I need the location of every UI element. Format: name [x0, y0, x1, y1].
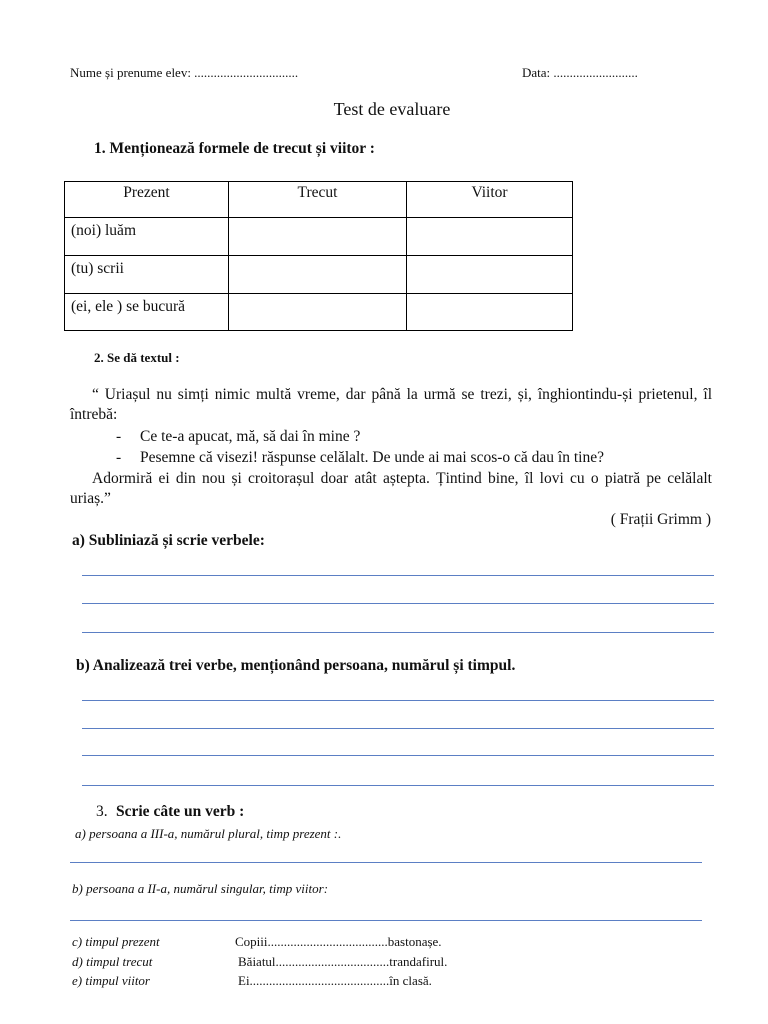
verb-forms-table [64, 181, 573, 331]
cell-trecut-input[interactable] [229, 218, 407, 256]
cell-viitor-input[interactable] [407, 294, 573, 331]
table-row [65, 218, 573, 256]
q3-item-c-sentence: Copiii.....................................bastonașe. [235, 934, 442, 949]
q3-item-e-label: e) timpul viitor [72, 973, 150, 988]
cell-prezent: (ei, ele ) se bucură [65, 294, 229, 331]
text-paragraph-1: “ Uriașul nu simți nimic multă vreme, dar până la urmă se trezi, și, înghiontindu-și prietenul, îl întrebă: [70, 386, 712, 423]
q3-item-a: a) persoana a III-a, numărul plural, timp prezent :. [75, 826, 342, 841]
date-label: Data: .......................... [522, 65, 638, 80]
header-viitor: Viitor [407, 182, 573, 218]
table-row [65, 294, 573, 331]
q3-item-b: b) persoana a II-a, numărul singular, timp viitor: [72, 881, 329, 896]
q2-heading: 2. Se dă textul : [94, 350, 180, 365]
subtask-b-heading: b) Analizează trei verbe, menționând persoana, numărul și timpul. [76, 657, 516, 674]
cell-viitor-input[interactable] [407, 256, 573, 294]
dialog-line-2: Pesemne că visezi! răspunse celălalt. De unde ai mai scos-o că dau în tine? [140, 449, 604, 466]
text-paragraph-2: Adormiră ei din nou și croitorașul doar atât aștepta. Țintind bine, îl lovi cu o piatră pe celălalt uriaș.” [70, 470, 712, 507]
cell-trecut-input[interactable] [229, 294, 407, 331]
answer-line[interactable] [70, 920, 702, 921]
header-prezent: Prezent [65, 182, 229, 218]
text-author: ( Frații Grimm ) [610, 511, 711, 528]
answer-line[interactable] [82, 728, 714, 729]
answer-line[interactable] [82, 603, 714, 604]
answer-line[interactable] [82, 785, 714, 786]
q3-item-d-sentence: Băiatul...................................trandafirul. [238, 954, 448, 969]
cell-prezent: (tu) scrii [65, 256, 229, 294]
dialog-dash-2: - [116, 449, 122, 466]
subtask-a-heading: a) Subliniază și scrie verbele: [72, 532, 265, 549]
dialog-line-1: Ce te-a apucat, mă, să dai în mine ? [140, 428, 361, 445]
table-row [65, 256, 573, 294]
q3-heading: Scrie câte un verb : [116, 803, 245, 820]
page-title: Test de evaluare [333, 99, 451, 119]
q3-item-c-label: c) timpul prezent [72, 934, 160, 949]
table-header-row [65, 182, 573, 218]
answer-line[interactable] [82, 700, 714, 701]
q3-number: 3. [96, 803, 108, 820]
answer-line[interactable] [82, 632, 714, 633]
cell-viitor-input[interactable] [407, 218, 573, 256]
q1-heading: 1. Menționează formele de trecut și viitor : [94, 140, 375, 157]
answer-line[interactable] [70, 862, 702, 863]
q3-item-d-label: d) timpul trecut [72, 954, 153, 969]
answer-line[interactable] [82, 755, 714, 756]
q3-item-e-sentence: Ei...........................................în clasă. [238, 973, 432, 988]
cell-prezent: (noi) luăm [65, 218, 229, 256]
cell-trecut-input[interactable] [229, 256, 407, 294]
answer-line[interactable] [82, 575, 714, 576]
header-trecut: Trecut [229, 182, 407, 218]
student-name-label: Nume și prenume elev: ................................ [70, 65, 299, 80]
dialog-dash-1: - [116, 428, 122, 445]
